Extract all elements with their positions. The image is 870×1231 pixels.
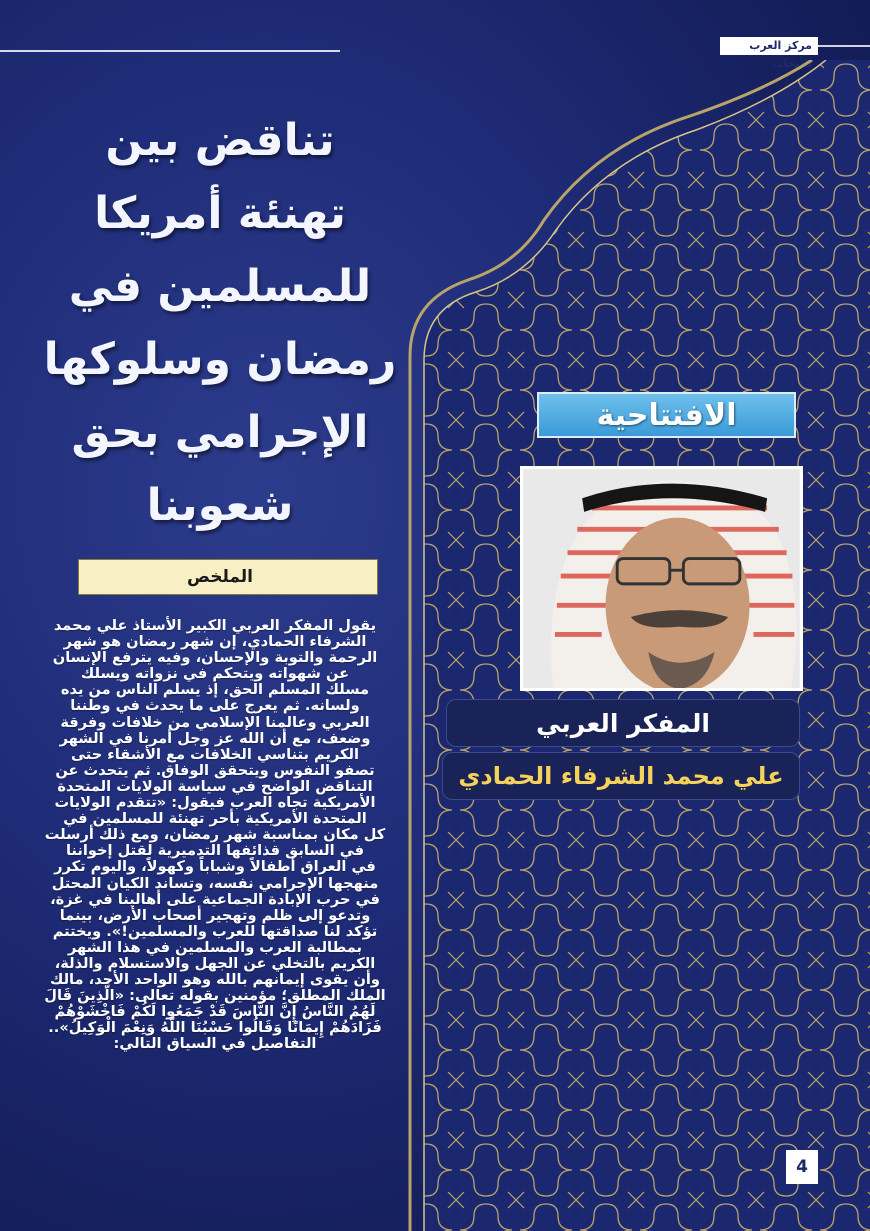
article-title: تناقض بين تهنئة أمريكا للمسلمين في رمضان وسلوكها الإجرامي بحق شعوبنا <box>43 115 397 531</box>
author-portrait-image <box>523 469 800 688</box>
top-rule <box>0 50 340 52</box>
author-name-label: علي محمد الشرفاء الحمادي <box>442 752 800 800</box>
article-summary-text: يقول المفكر العربي الكبير الأستاذ علي محمد الشرفاء الحمادي، إن شهر رمضان هو شهر الرحمة والتوبة والإحسان، وفيه يترفع الإنسان عن شهواته ويتحكم في نزواته ويسلك مسلك المسلم الحق، إذ يسلم الناس من يده ولسانه. ثم يعرج على ما يحدث في وطننا العربي وعالمنا الإسلامي من خلافات وفرقة وضعف، مع أن الله عز وجل أمرنا في الشهر الكريم بتناسي الخلافات مع الأشقاء حتى تصفو النفوس ويتحقق الوفاق. ثم يتحدث عن التناقض الواضح في سياسة الولايات المتحدة الأمريكية تجاه العرب فيقول: «تتقدم الولايات المتحدة الأمريكية بأحر تهنئة للمسلمين في كل مكان بمناسبة شهر رمضان، ومع ذلك أرسلت في السابق قذائفها التدميرية لقتل إخواننا في العراق أطفالاً وشباباً وكهولاً، واليوم تكرر منهجها الإجرامي نفسه، وتساند الكيان المحتل في حرب الإبادة الجماعية على أهالينا في غزة، وتدعو إلى ظلم وتهجير أصحاب الأرض، بينما تؤكد لنا صداقتها للعرب والمسلمين!». ويختتم بمطالبة العرب والمسلمين في هذا الشهر الكريم بالتخلي عن الجهل والاستسلام والذلة، وأن يقوى إيمانهم بالله وهو الواحد الأحد، مالك الملك المطلق؛ مؤمنين بقوله تعالى: «الَّذِينَ قَالَ لَهُمُ النَّاسُ إِنَّ النَّاسَ قَدْ جَمَعُوا لَكُمْ فَاخْشَوْهُمْ فَزَادَهُمْ إِيمَانًا وَقَالُوا حَسْبُنَا اللَّهُ وَنِعْمَ الْوَكِيلُ».. التفاصيل في السياق التالي: <box>44 617 386 1053</box>
header-line <box>818 45 870 47</box>
author-photo <box>520 466 803 691</box>
summary-label: الملخص <box>78 559 378 595</box>
publication-tag: مركز العرب للأبحاث <box>720 37 818 55</box>
page-number: 4 <box>786 1150 818 1184</box>
author-role-label: المفكر العربي <box>446 699 800 747</box>
section-badge: الافتتاحية <box>537 392 796 438</box>
